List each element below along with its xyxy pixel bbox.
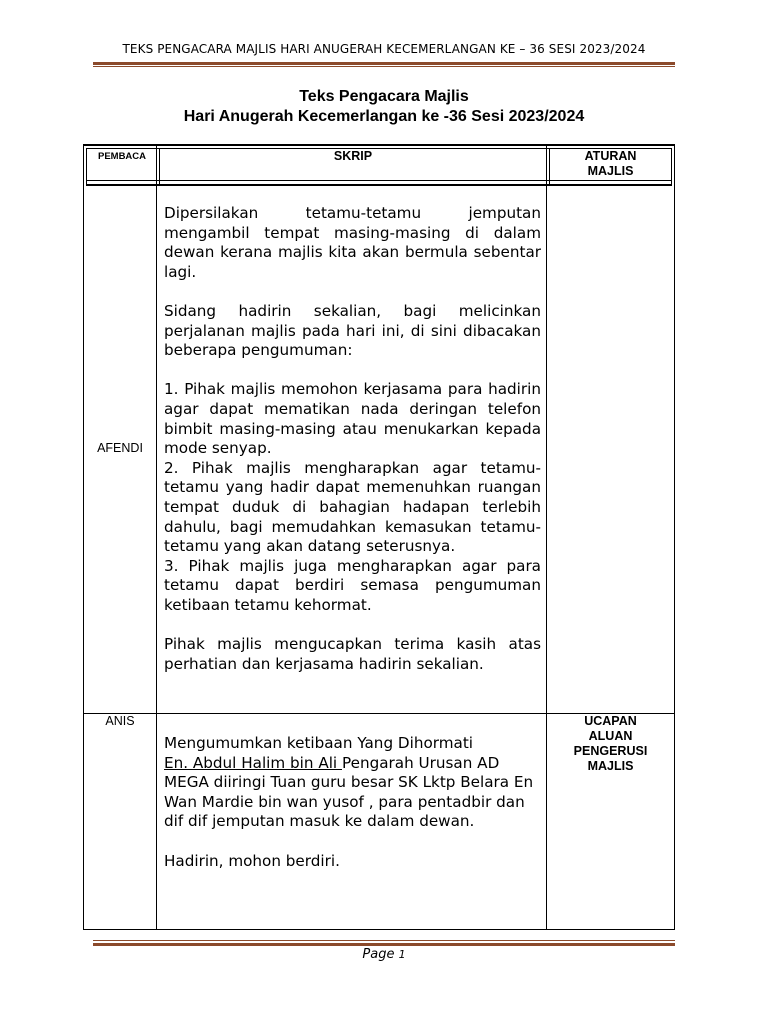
header-rule-thick: [93, 62, 675, 65]
rule-line: PENGERUSI: [573, 744, 648, 758]
rule-line: ALUAN: [588, 729, 633, 743]
script-row-afendi: [164, 204, 541, 694]
script-paragraph: Pihak majlis mengucapkan terima kasih atas perhatian dan kerjasama hadirin sekalian.: [164, 635, 541, 673]
page-number: 1: [398, 948, 406, 961]
page-footer: [0, 947, 768, 962]
header-rule-thin: [93, 66, 675, 67]
closing-line: Hadirin, mohon berdiri.: [164, 851, 340, 870]
reader-anis: ANIS: [105, 714, 135, 728]
table-border-top-outer: [83, 144, 675, 146]
document-subtitle: Hari Anugerah Kecemerlangan ke -36 Sesi 2023/2024: [183, 108, 585, 125]
script-row-anis: [164, 734, 541, 891]
table-border-bottom: [83, 929, 675, 930]
table-border-right: [674, 144, 675, 930]
vip-details: Pengarah Urusan AD MEGA diiringi Tuan guru besar SK Lktp Belara En Wan Mardie bin wan yusof , para pentadbir dan dif dif jemputan masuk ke dalam dewan.: [164, 753, 534, 831]
script-paragraph: Dipersilakan tetamu-tetamu jemputan mengambil tempat masing-masing di dalam dewan kerana majlis kita akan bermula sebentar lagi.: [164, 204, 541, 281]
page-label: Page: [362, 947, 395, 962]
table-border-right-inner: [671, 148, 672, 186]
announcement-item-1: 1. Pihak majlis memohon kerjasama para hadirin agar dapat mematikan nada deringan telefon bimbit masing-masing atau menukarkan kepada mode senyap.: [164, 380, 541, 458]
footer-rule-thick: [93, 943, 675, 946]
footer-rule-thin: [93, 940, 675, 941]
col-sep-2: [546, 144, 547, 930]
header-divider-2: [87, 184, 671, 186]
vip-intro: Mengumumkan ketibaan Yang Dihormati: [164, 734, 473, 752]
announcement-item-3: 3. Pihak majlis juga mengharapkan agar para tetamu dapat berdiri semasa pengumuman ketibaan tetamu kehormat.: [164, 556, 541, 614]
header-rules-line2: MAJLIS: [587, 164, 634, 178]
col-sep-1: [156, 144, 157, 930]
header-reader: PEMBACA: [97, 151, 147, 162]
table-border-left: [83, 144, 84, 930]
rule-line: MAJLIS: [587, 759, 634, 773]
header-rules-line1: ATURAN: [584, 149, 637, 163]
announcement-item-2: 2. Pihak majlis mengharapkan agar tetamu-tetamu yang hadir dapat memenuhkan ruangan tempat duduk di bahagian hadapan terlebih dahulu, bagi memudahkan kemasukan tetamu-tetamu yang akan datang seterusnya.: [164, 458, 541, 556]
rule-line: UCAPAN: [584, 714, 637, 728]
reader-afendi: AFENDI: [97, 441, 143, 455]
document-title: Teks Pengacara Majlis: [299, 88, 469, 105]
script-paragraph: Sidang hadirin sekalian, bagi melicinkan perjalanan majlis pada hari ini, di sini dibacakan beberapa pengumuman:: [164, 301, 541, 360]
running-header: TEKS PENGACARA MAJLIS HARI ANUGERAH KECEMERLANGAN KE – 36 SESI 2023/2024: [122, 42, 646, 56]
rule-cell-welcome-speech: [547, 714, 674, 774]
vip-name: En. Abdul Halim bin Ali: [164, 753, 342, 772]
vip-announcement: [164, 754, 541, 832]
script-table: [83, 144, 675, 930]
header-divider-1: [87, 180, 671, 181]
header-rules: [550, 149, 671, 179]
header-script: SKRIP: [333, 149, 373, 163]
